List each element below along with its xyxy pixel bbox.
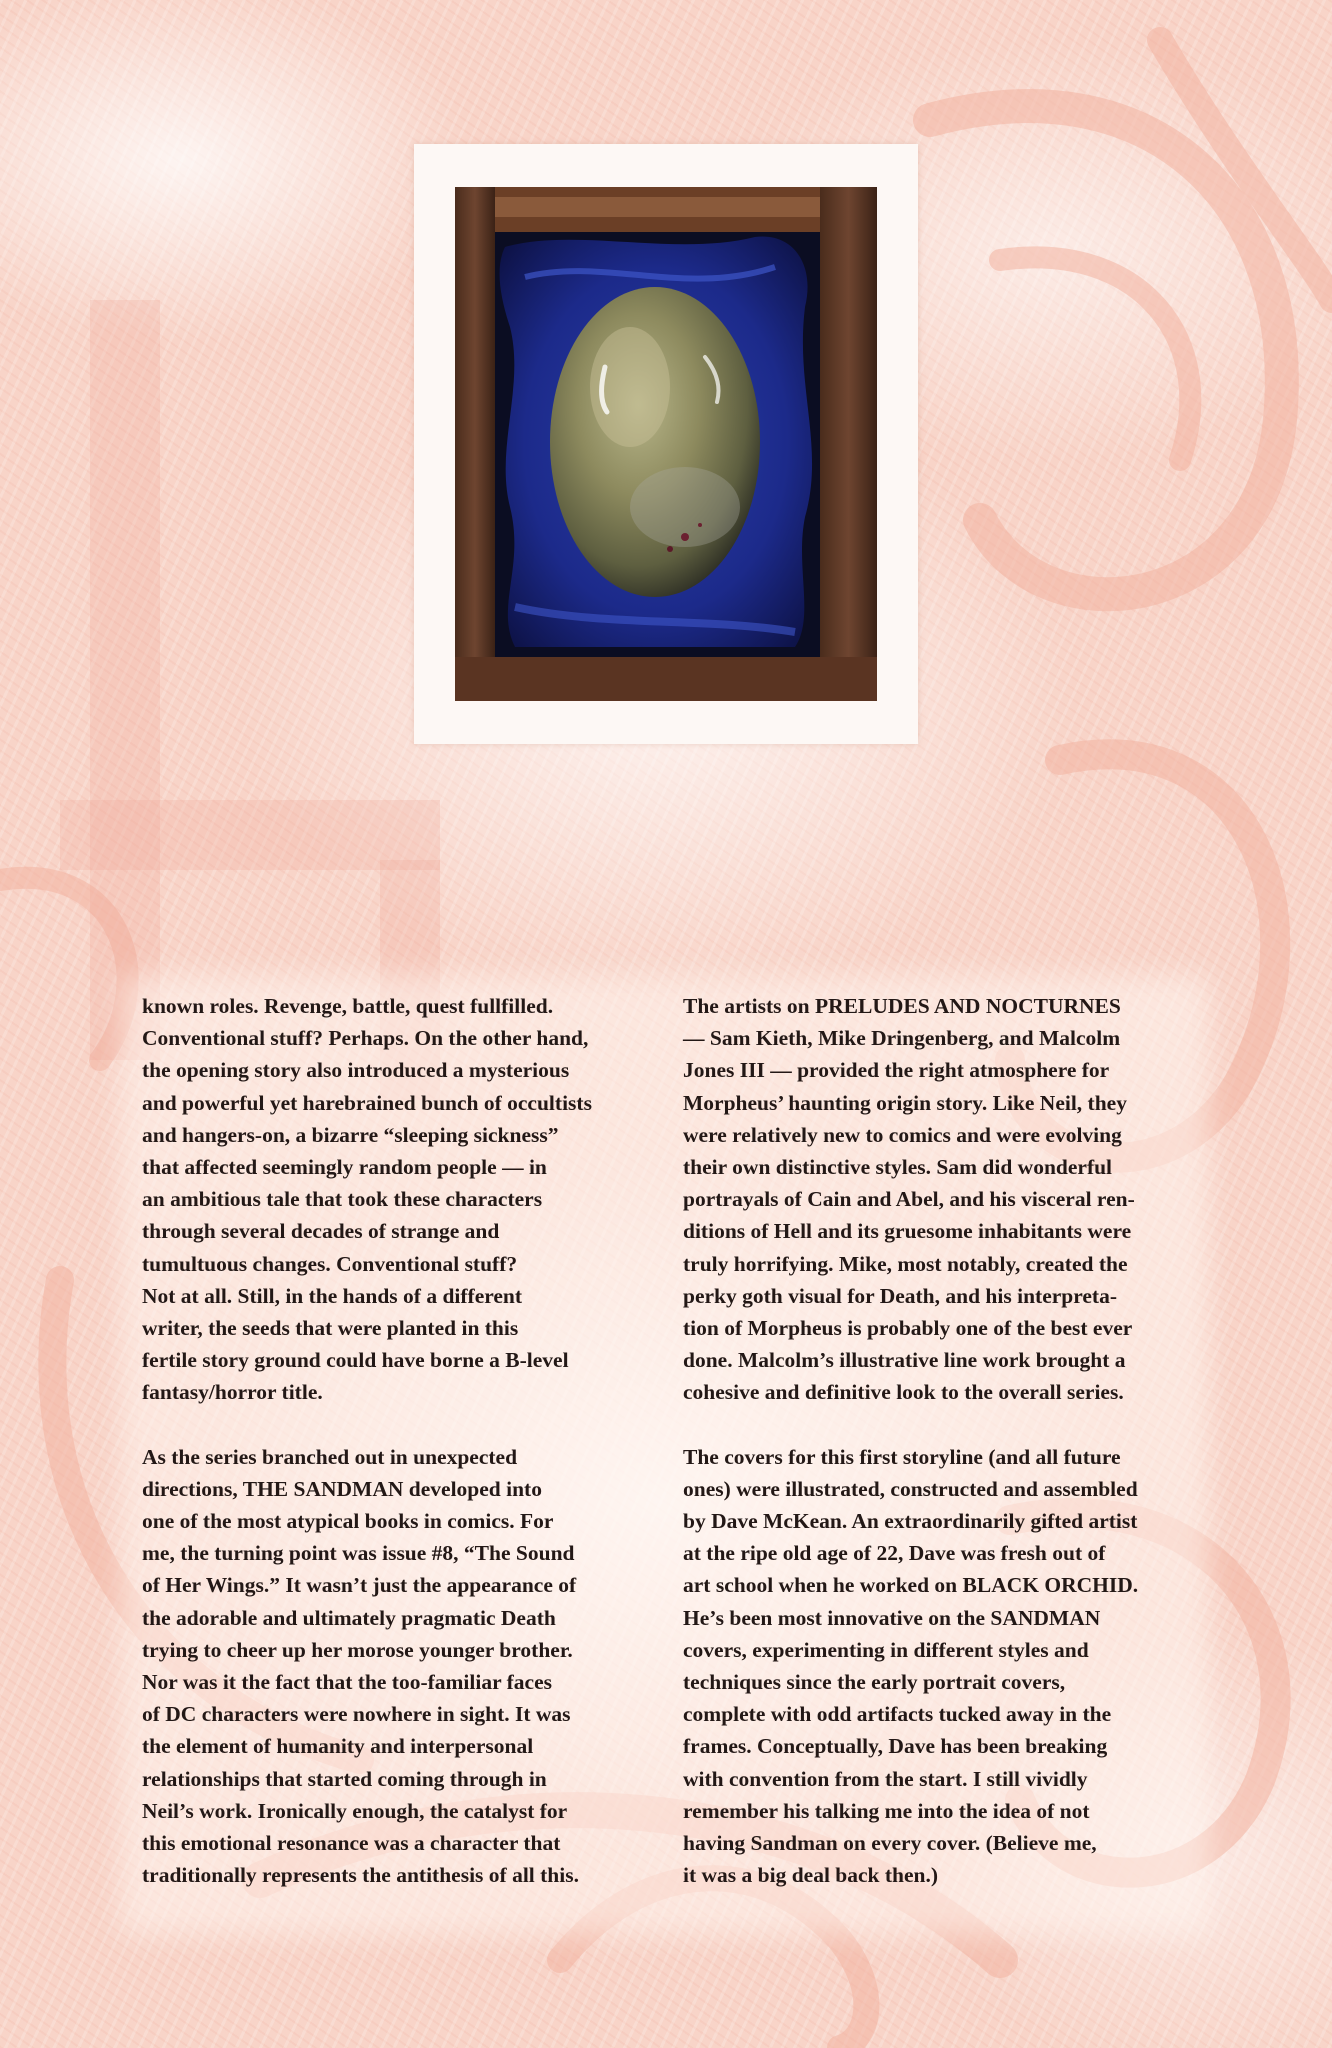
text-line: Conventional stuff? Perhaps. On the other hand,	[142, 1026, 589, 1051]
text-line: by Dave McKean. An extraordinarily gifted artist	[683, 1509, 1138, 1534]
text-line: cohesive and definitive look to the overall series.	[683, 1380, 1124, 1405]
text-line: one of the most atypical books in comics. For	[142, 1509, 554, 1534]
text-line: done. Malcolm’s illustrative line work brought a	[683, 1348, 1126, 1373]
text-line: relationships that started coming through in	[142, 1766, 547, 1791]
text-line: having Sandman on every cover. (Believe me,	[683, 1831, 1097, 1856]
text-line: their own distinctive styles. Sam did wonderful	[683, 1155, 1113, 1180]
text-line: He’s been most innovative on the SANDMAN	[683, 1605, 1101, 1630]
text-line: trying to cheer up her morose younger brother.	[142, 1637, 573, 1662]
text-line: The covers for this first storyline (and all future	[683, 1444, 1121, 1469]
text-line: of Her Wings.” It wasn’t just the appearance of	[142, 1573, 577, 1598]
text-line: Nor was it the fact that the too-familiar faces	[142, 1670, 552, 1695]
text-line: of DC characters were nowhere in sight. It was	[142, 1702, 571, 1727]
text-line: tion of Morpheus is probably one of the best ever	[683, 1316, 1133, 1341]
text-line: covers, experimenting in different styles and	[683, 1637, 1089, 1662]
text-line: frames. Conceptually, Dave has been breaking	[683, 1734, 1108, 1759]
text-line: As the series branched out in unexpected	[142, 1444, 518, 1469]
right-paragraph-1	[683, 990, 1203, 1409]
text-line: perky goth visual for Death, and his interpreta-	[683, 1283, 1117, 1308]
text-line: ditions of Hell and its gruesome inhabitants were	[683, 1219, 1132, 1244]
text-line: through several decades of strange and	[142, 1219, 500, 1244]
text-line: portrayals of Cain and Abel, and his visceral ren-	[683, 1187, 1135, 1212]
text-line: at the ripe old age of 22, Dave was fresh out of	[683, 1541, 1106, 1566]
text-line: directions, THE SANDMAN developed into	[142, 1476, 542, 1501]
text-line: the element of humanity and interpersonal	[142, 1734, 534, 1759]
egg-in-box-image	[455, 187, 877, 701]
text-line: art school when he worked on BLACK ORCHID.	[683, 1573, 1139, 1598]
text-line: fertile story ground could have borne a B-level	[142, 1348, 569, 1373]
text-line: Jones III — provided the right atmosphere for	[683, 1058, 1110, 1083]
text-line: Morpheus’ haunting origin story. Like Neil, they	[683, 1090, 1127, 1115]
text-line: — Sam Kieth, Mike Dringenberg, and Malcolm	[683, 1026, 1121, 1051]
text-line: Not at all. Still, in the hands of a different	[142, 1283, 523, 1308]
left-text-column	[142, 990, 662, 1923]
text-line: known roles. Revenge, battle, quest fullfilled.	[142, 994, 554, 1018]
text-line: this emotional resonance was a character that	[142, 1831, 561, 1856]
text-line: the opening story also introduced a mysterious	[142, 1058, 570, 1083]
text-line: The artists on PRELUDES AND NOCTURNES	[683, 994, 1121, 1018]
text-line: and hangers-on, a bizarre “sleeping sickness”	[142, 1122, 559, 1147]
text-line: were relatively new to comics and were evolving	[683, 1122, 1122, 1147]
text-line: with convention from the start. I still vividly	[683, 1766, 1088, 1791]
text-line: techniques since the early portrait covers,	[683, 1670, 1066, 1695]
right-paragraph-2	[683, 1441, 1203, 1892]
text-line: an ambitious tale that took these characters	[142, 1187, 543, 1212]
text-line: ones) were illustrated, constructed and assembled	[683, 1476, 1138, 1501]
text-line: writer, the seeds that were planted in this	[142, 1316, 519, 1341]
left-paragraph-2	[142, 1441, 662, 1892]
text-line: fantasy/horror title.	[142, 1380, 323, 1405]
text-line: complete with odd artifacts tucked away in the	[683, 1702, 1112, 1727]
text-line: me, the turning point was issue #8, “The Sound	[142, 1541, 575, 1566]
text-line: traditionally represents the antithesis of all this.	[142, 1863, 579, 1888]
text-line: the adorable and ultimately pragmatic Death	[142, 1605, 556, 1630]
text-line: truly horrifying. Mike, most notably, created the	[683, 1251, 1128, 1276]
text-line: and powerful yet harebrained bunch of occultists	[142, 1090, 592, 1115]
text-line: that affected seemingly random people — in	[142, 1155, 547, 1180]
right-text-column	[683, 990, 1203, 1923]
text-line: Neil’s work. Ironically enough, the catalyst for	[142, 1798, 568, 1823]
photo-frame	[414, 144, 918, 744]
text-line: remember his talking me into the idea of not	[683, 1798, 1090, 1823]
text-line: it was a big deal back then.)	[683, 1863, 939, 1888]
left-paragraph-1	[142, 990, 662, 1409]
text-line: tumultuous changes. Conventional stuff?	[142, 1251, 518, 1276]
